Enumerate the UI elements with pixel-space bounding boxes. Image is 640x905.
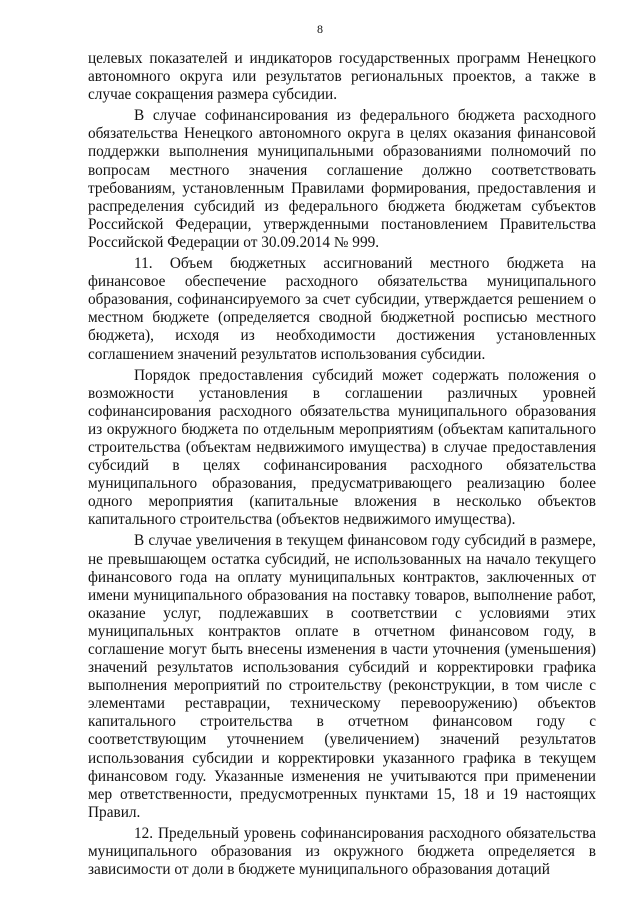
page-number: 8: [317, 22, 323, 36]
paragraph-subsidy-increase: В случае увеличения в текущем финансовом году субсидий в размере, не превышающем остатка субсидий, не использованных на начало текущего финансового года на оплату муниципальных контрактов, заключенных от имени муниципального образования на поставку товаров, выполнение работ, оказание услуг, подлежавших в соответствии с условиями этих муниципальных контрактов оплате в отчетном финансовом году, в соглашение могут быть внесены изменения в части уточнения (уменьшения) значений результатов использования субсидий и корректировки графика выполнения мероприятий по строительству (реконструкции, в том числе с элементами реставрации, техническому перевооружению) объектов капитального строительства в отчетном финансовом году с соответствующим уточнением (увеличением) значений результатов использования субсидии и корректировки указанного графика в текущем финансовом году. Указанные изменения не учитываются при применении мер ответственности, предусмотренных пунктами 15, 18 и 19 настоящих Правил.: [88, 532, 596, 821]
paragraph-cofinancing-levels: Порядок предоставления субсидий может содержать положения о возможности установления в соглашении различных уровней софинансирования расходного обязательства муниципального образования из окружного бюджета по отдельным мероприятиям (объектам капитального строительства (объектам недвижимого имущества) в случае предоставления субсидий в целях софинансирования расходного обязательства муниципального образования, предусматривающего реализацию более одного мероприятия (капитальные вложения в несколько объектов капитального строительства (объектов недвижимого имущества).: [88, 366, 596, 529]
document-body: [88, 50, 596, 882]
paragraph-federal-cofinancing: В случае софинансирования из федерального бюджета расходного обязательства Ненецкого автономного округа в целях оказания финансовой поддержки выполнения муниципальными образованиями полномочий по вопросам местного значения соглашение должно соответствовать требованиям, установленным Правилами формирования, предоставления и распределения субсидий из федерального бюджета бюджетам субъектов Российской Федерации, утвержденными постановлением Правительства Российской Федерации от 30.09.2014 № 999.: [88, 107, 596, 251]
paragraph-clause-11: 11. Объем бюджетных ассигнований местного бюджета на финансовое обеспечение расходного обязательства муниципального образования, софинансируемого за счет субсидии, утверждается решением о местном бюджете (определяется сводной бюджетной росписью местного бюджета), исходя из необходимости достижения установленных соглашением значений результатов использования субсидии.: [88, 255, 596, 363]
paragraph-continuation: целевых показателей и индикаторов государственных программ Ненецкого автономного округа или результатов региональных проектов, а также в случае сокращения размера субсидии.: [88, 50, 596, 104]
paragraph-clause-12: 12. Предельный уровень софинансирования расходного обязательства муниципального образования из окружного бюджета определяется в зависимости от доли в бюджете муниципального образования дотаций: [88, 824, 596, 879]
